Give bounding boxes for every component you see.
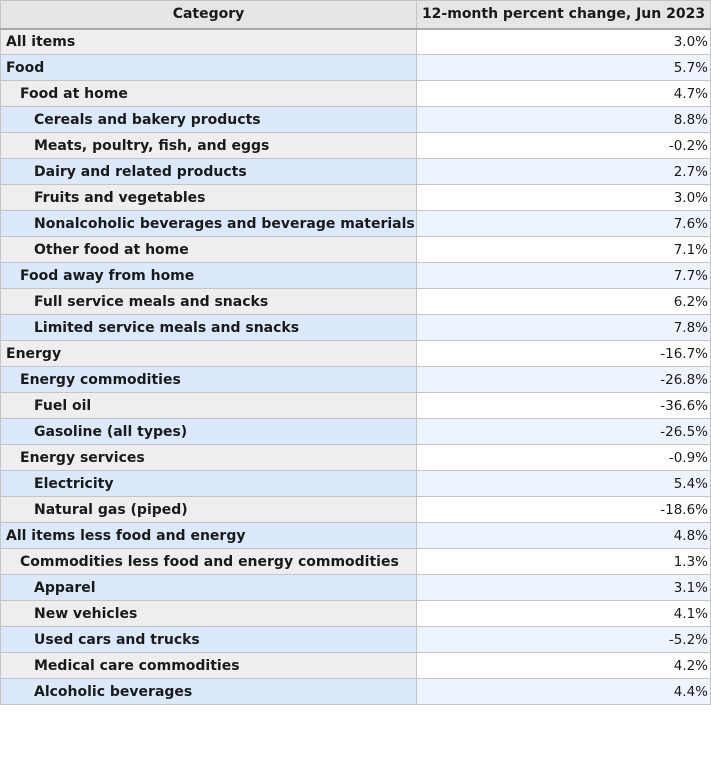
table-row: [1, 497, 711, 523]
table-row: [1, 289, 711, 315]
table-row: [1, 133, 711, 159]
table-row: [1, 601, 711, 627]
percent-change-cell: -16.7%: [417, 341, 711, 367]
category-cell: Natural gas (piped): [1, 497, 417, 523]
category-cell: Food: [1, 55, 417, 81]
table-row: [1, 159, 711, 185]
category-cell: Cereals and bakery products: [1, 107, 417, 133]
percent-change-cell: 7.8%: [417, 315, 711, 341]
percent-change-cell: 3.0%: [417, 185, 711, 211]
category-cell: Gasoline (all types): [1, 419, 417, 445]
percent-change-cell: 6.2%: [417, 289, 711, 315]
percent-change-cell: -26.8%: [417, 367, 711, 393]
percent-change-cell: 3.1%: [417, 575, 711, 601]
category-cell: Energy: [1, 341, 417, 367]
category-cell: Limited service meals and snacks: [1, 315, 417, 341]
category-cell: Energy services: [1, 445, 417, 471]
category-cell: Meats, poultry, fish, and eggs: [1, 133, 417, 159]
table-row: [1, 107, 711, 133]
percent-change-cell: 4.2%: [417, 653, 711, 679]
category-cell: Full service meals and snacks: [1, 289, 417, 315]
column-header-percent-change[interactable]: 12-month percent change, Jun 2023: [417, 1, 711, 29]
table-row: [1, 55, 711, 81]
percent-change-cell: 4.4%: [417, 679, 711, 705]
table-row: [1, 237, 711, 263]
percent-change-cell: 3.0%: [417, 29, 711, 55]
percent-change-cell: 4.8%: [417, 523, 711, 549]
table-row: [1, 315, 711, 341]
percent-change-cell: 5.4%: [417, 471, 711, 497]
table-row: [1, 211, 711, 237]
table-row: [1, 471, 711, 497]
table-row: [1, 393, 711, 419]
table-row: [1, 575, 711, 601]
category-cell: Nonalcoholic beverages and beverage materials: [1, 211, 417, 237]
table-row: [1, 263, 711, 289]
percent-change-cell: 7.6%: [417, 211, 711, 237]
percent-change-cell: -5.2%: [417, 627, 711, 653]
table-row: [1, 185, 711, 211]
table-row: [1, 367, 711, 393]
table-body: [1, 29, 711, 705]
table-row: [1, 445, 711, 471]
category-cell: Apparel: [1, 575, 417, 601]
table-row: [1, 653, 711, 679]
category-cell: Other food at home: [1, 237, 417, 263]
percent-change-cell: 7.1%: [417, 237, 711, 263]
table-row: [1, 627, 711, 653]
percent-change-cell: 7.7%: [417, 263, 711, 289]
percent-change-cell: -18.6%: [417, 497, 711, 523]
table-row: [1, 81, 711, 107]
table-row: [1, 549, 711, 575]
category-cell: All items less food and energy: [1, 523, 417, 549]
category-cell: Dairy and related products: [1, 159, 417, 185]
percent-change-cell: -0.9%: [417, 445, 711, 471]
category-cell: Food away from home: [1, 263, 417, 289]
category-cell: Energy commodities: [1, 367, 417, 393]
column-header-category[interactable]: Category: [1, 1, 417, 29]
percent-change-cell: 5.7%: [417, 55, 711, 81]
header-row: [1, 1, 711, 29]
category-cell: Medical care commodities: [1, 653, 417, 679]
percent-change-cell: -36.6%: [417, 393, 711, 419]
category-cell: Fruits and vegetables: [1, 185, 417, 211]
percent-change-cell: -0.2%: [417, 133, 711, 159]
percent-change-cell: 4.1%: [417, 601, 711, 627]
table-row: [1, 679, 711, 705]
percent-change-cell: 8.8%: [417, 107, 711, 133]
category-cell: All items: [1, 29, 417, 55]
category-cell: Commodities less food and energy commodities: [1, 549, 417, 575]
percent-change-cell: 4.7%: [417, 81, 711, 107]
percent-change-cell: -26.5%: [417, 419, 711, 445]
category-cell: Used cars and trucks: [1, 627, 417, 653]
category-cell: Electricity: [1, 471, 417, 497]
category-cell: New vehicles: [1, 601, 417, 627]
table-row: [1, 419, 711, 445]
percent-change-cell: 1.3%: [417, 549, 711, 575]
category-cell: Alcoholic beverages: [1, 679, 417, 705]
table-row: [1, 29, 711, 55]
table-row: [1, 341, 711, 367]
percent-change-cell: 2.7%: [417, 159, 711, 185]
category-cell: Food at home: [1, 81, 417, 107]
table-row: [1, 523, 711, 549]
category-cell: Fuel oil: [1, 393, 417, 419]
